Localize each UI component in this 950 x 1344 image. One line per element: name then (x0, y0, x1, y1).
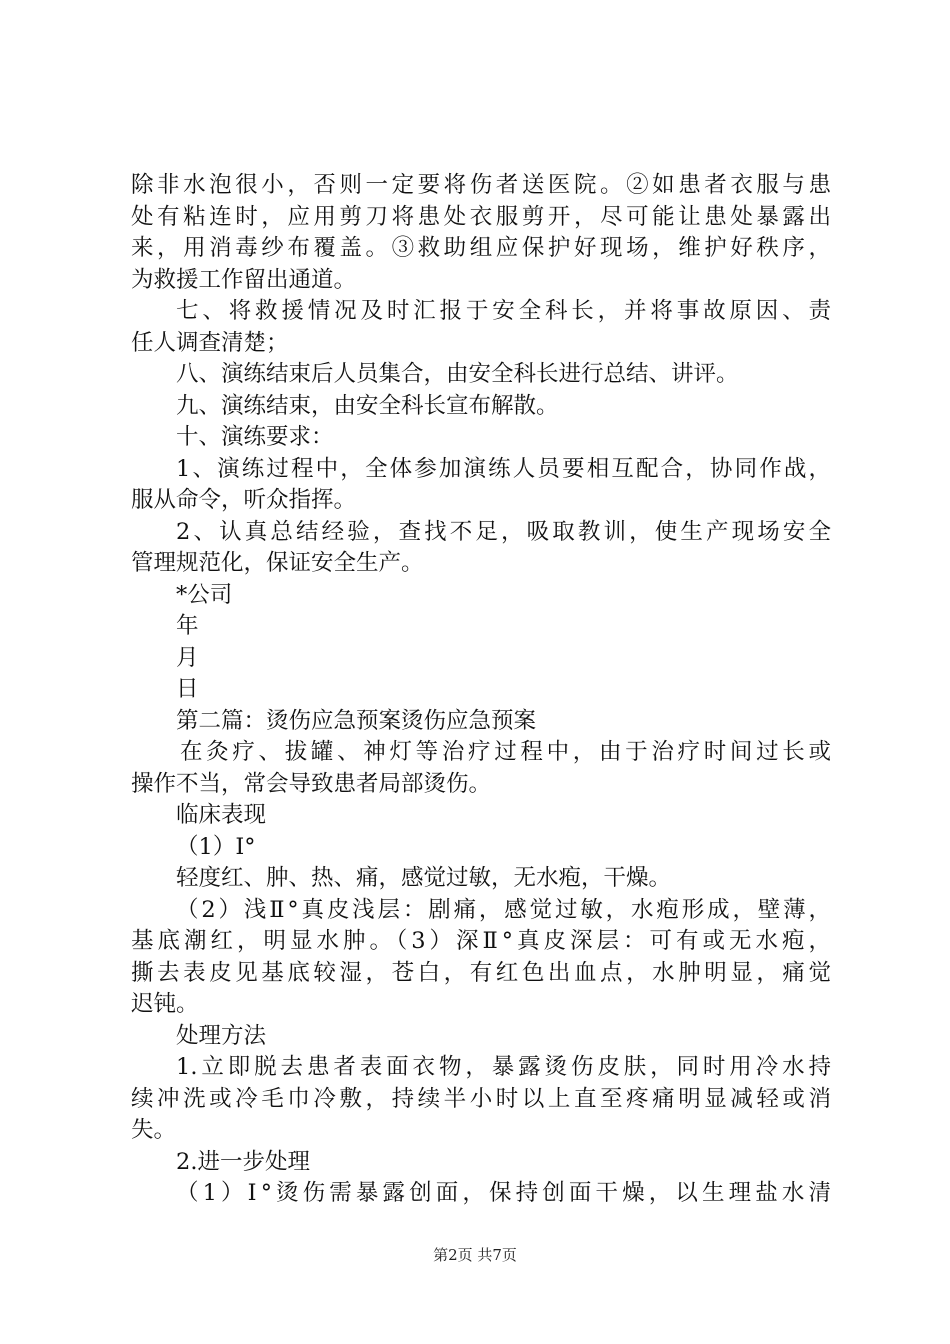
paragraph-eight: 八、演练结束后人员集合，由安全科长进行总结、讲评。 (176, 361, 739, 387)
paragraph-seven: 七、将救援情况及时汇报于安全科长，并将事故原因、责 (176, 298, 831, 324)
heading-clinical-manifestations: 临床表现 (176, 802, 267, 828)
text-line: 为救援工作留出通道。 (131, 266, 357, 293)
text-line: 任人调查清楚； (131, 329, 289, 356)
document-body (131, 170, 831, 1210)
degree-1-label: （1）Ⅰ° (176, 833, 256, 860)
date-year: 年 (176, 613, 199, 639)
treatment-step-2: 2.进一步处理 (176, 1148, 310, 1175)
text-line: 续冲洗或冷毛巾冷敷，持续半小时以上直至疼痛明显减轻或消 (131, 1085, 831, 1112)
text-line: 撕去表皮见基底较湿，苍白，有红色出血点，水肿明显，痛觉 (131, 959, 831, 986)
paragraph-nine: 九、演练结束，由安全科长宣布解散。 (176, 392, 559, 419)
paragraph-ten-heading: 十、演练要求： (176, 424, 334, 450)
treatment-step-2-1: （1）Ⅰ°烫伤需暴露创面，保持创面干燥，以生理盐水清 (176, 1180, 831, 1206)
section-title: 第二篇：烫伤应急预案烫伤应急预案 (176, 707, 537, 734)
text-line: 处有粘连时，应用剪刀将患处衣服剪开，尽可能让患处暴露出 (131, 203, 831, 230)
heading-treatment: 处理方法 (176, 1022, 267, 1049)
text-line: 来，用消毒纱布覆盖。③救助组应保护好现场，维护好秩序， (131, 235, 831, 261)
text-line: 基底潮红，明显水肿。（3）深Ⅱ°真皮深层：可有或无水疱， (131, 928, 831, 954)
company-signature: *公司 (176, 581, 233, 608)
date-month: 月 (176, 644, 199, 671)
text-line: 操作不当，常会导致患者局部烫伤。 (131, 770, 492, 797)
text-line: 服从命令，听众指挥。 (131, 487, 357, 513)
text-line: 失。 (131, 1117, 177, 1143)
requirement-2: 2、认真总结经验，查找不足，吸取教训，使生产现场安全 (176, 518, 831, 545)
treatment-step-1: 1.立即脱去患者表面衣物，暴露烫伤皮肤，同时用冷水持 (176, 1054, 831, 1080)
degree-2-description: （2）浅Ⅱ°真皮浅层：剧痛，感觉过敏，水疱形成，壁薄， (176, 896, 831, 923)
requirement-1: 1、演练过程中，全体参加演练人员要相互配合，协同作战， (176, 455, 831, 482)
page-footer: 第2页 共7页 (433, 1246, 517, 1264)
text-line: 迟钝。 (131, 991, 199, 1017)
text-line: 管理规范化，保证安全生产。 (131, 550, 424, 576)
text-line: 除非水泡很小，否则一定要将伤者送医院。②如患者衣服与患 (131, 172, 831, 198)
date-day: 日 (176, 676, 199, 702)
degree-1-description: 轻度红、肿、热、痛，感觉过敏，无水疱，干燥。 (176, 865, 672, 891)
intro-paragraph: 在灸疗、拔罐、神灯等治疗过程中，由于治疗时间过长或 (180, 739, 831, 765)
